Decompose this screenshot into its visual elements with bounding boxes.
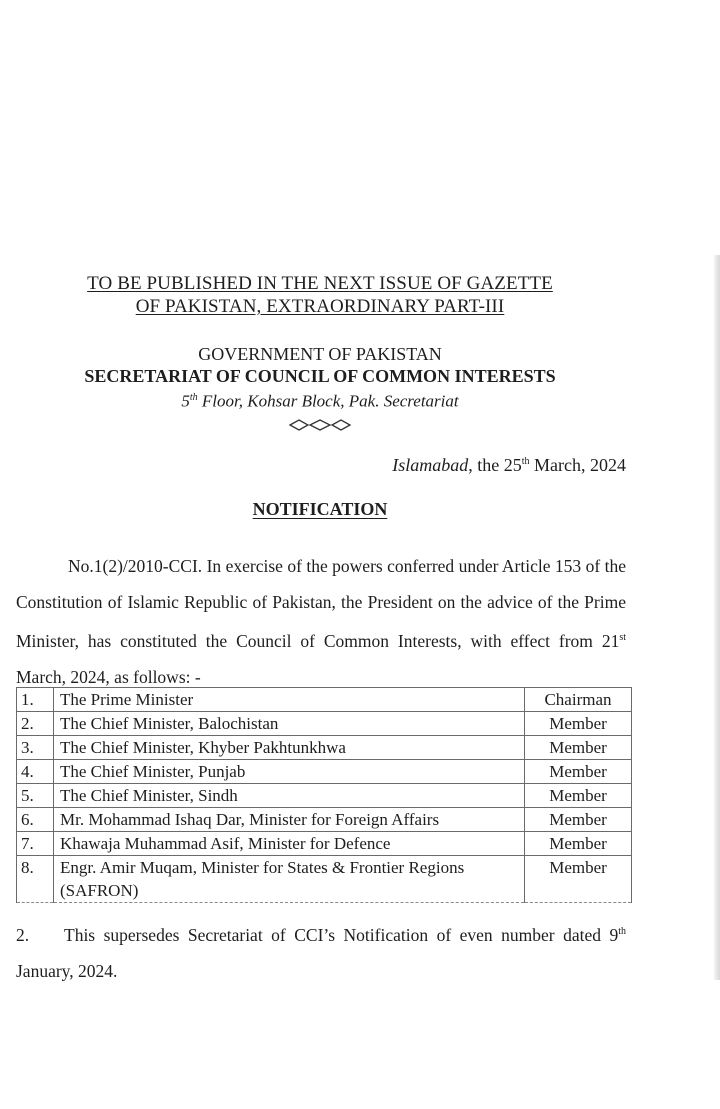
table-row [17, 832, 632, 856]
table-row [17, 784, 632, 808]
member-role: Member [525, 856, 632, 903]
paragraph-2-sup: th [618, 926, 626, 937]
member-number: 3. [17, 736, 54, 760]
paragraph-1-tail: March, 2024, as follows: - [16, 666, 201, 687]
member-number: 5. [17, 784, 54, 808]
floor-suffix: th [189, 392, 198, 403]
gazette-line-1: TO BE PUBLISHED IN THE NEXT ISSUE OF GAZETTE [87, 273, 553, 294]
member-name: The Chief Minister, Balochistan [54, 712, 525, 736]
member-role: Member [525, 784, 632, 808]
table-row [17, 736, 632, 760]
diamond-ornament-icon [0, 417, 640, 433]
gazette-line-2: OF PAKISTAN, EXTRAORDINARY PART-III [135, 296, 505, 317]
member-name: Mr. Mohammad Ishaq Dar, Minister for Foreign Affairs [54, 808, 525, 832]
member-name: The Chief Minister, Sindh [54, 784, 525, 808]
secretariat-title: SECRETARIAT OF COUNCIL OF COMMON INTERESTS [84, 366, 556, 386]
paragraph-2-tail: January, 2024. [16, 960, 118, 981]
table-row [17, 688, 632, 712]
member-name: The Chief Minister, Khyber Pakhtunkhwa [54, 736, 525, 760]
member-role: Member [525, 832, 632, 856]
notification-paragraph-1 [16, 548, 626, 695]
member-number: 2. [17, 712, 54, 736]
date-city: Islamabad [392, 455, 469, 475]
paragraph-1-sup: st [619, 632, 626, 643]
member-number: 7. [17, 832, 54, 856]
member-role: Member [525, 712, 632, 736]
government-title: GOVERNMENT OF PAKISTAN [198, 344, 442, 364]
council-members-table [16, 687, 632, 903]
notification-heading: NOTIFICATION [252, 499, 388, 519]
document-header [0, 272, 640, 433]
date-day-suffix: th [521, 456, 530, 467]
paragraph-2-text: This supersedes Secretariat of CCI’s Notification of even number dated 9 [64, 924, 619, 945]
member-role: Chairman [525, 688, 632, 712]
paragraph-1-text: No.1(2)/2010-CCI. In exercise of the powers conferred under Article 153 of the Constitution of Islamic Republic of Pakistan, the President on the advice of the Prime Minister, has constituted the Council of Common Interests, with effect from 21 [16, 556, 626, 651]
address-text: Floor, Kohsar Block, Pak. Secretariat [197, 391, 459, 411]
member-number: 8. [17, 856, 54, 903]
office-address [0, 387, 640, 413]
member-role: Member [525, 808, 632, 832]
date-month-year: March, 2024 [529, 455, 626, 475]
member-number: 1. [17, 688, 54, 712]
member-name: Engr. Amir Muqam, Minister for States & Frontier Regions (SAFRON) [54, 856, 525, 903]
member-number: 4. [17, 760, 54, 784]
table-row [17, 856, 632, 903]
table-row [17, 760, 632, 784]
member-role: Member [525, 760, 632, 784]
issue-date [392, 455, 626, 476]
paragraph-2-number: 2. [16, 924, 30, 945]
table-row [17, 808, 632, 832]
member-role: Member [525, 736, 632, 760]
member-name: The Prime Minister [54, 688, 525, 712]
notification-paragraph-2 [16, 914, 626, 989]
table-row [17, 712, 632, 736]
page-edge-shadow [714, 255, 720, 980]
floor-number: 5 [181, 391, 190, 411]
date-day: , the 25 [468, 455, 522, 475]
member-name: Khawaja Muhammad Asif, Minister for Defence [54, 832, 525, 856]
member-name: The Chief Minister, Punjab [54, 760, 525, 784]
member-number: 6. [17, 808, 54, 832]
